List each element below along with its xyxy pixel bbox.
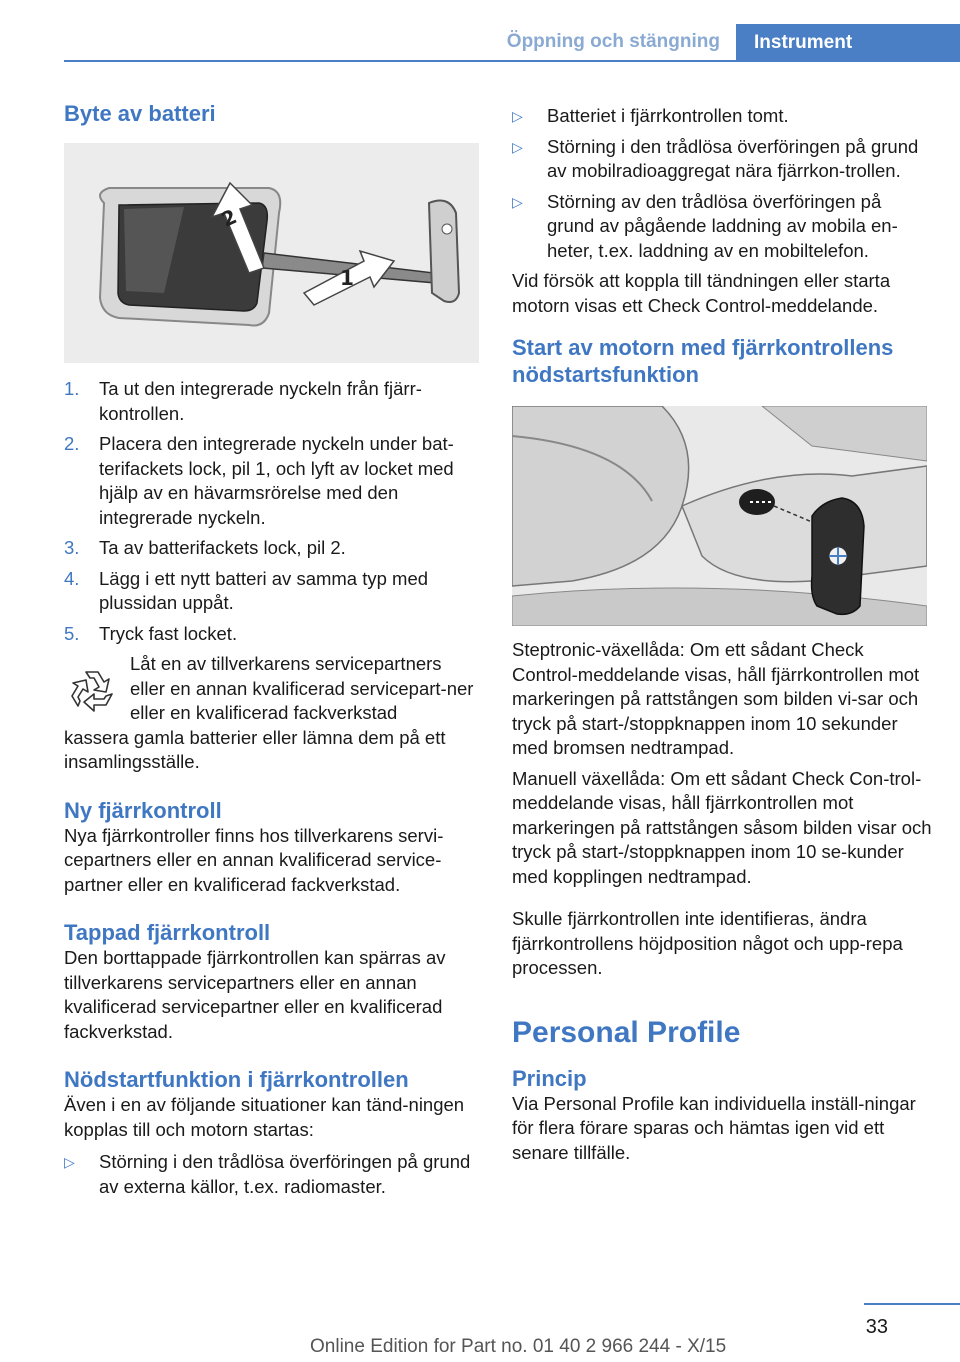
note-rest: kassera gamla batterier eller lämna dem på ett insamlingsställe. <box>64 726 446 772</box>
footer-rule <box>864 1303 960 1305</box>
step-item: 3. Ta av batterifackets lock, pil 2. <box>64 537 346 558</box>
new-remote-text: Nya fjärrkontroller finns hos tillverkarens servi-cepartners eller en annan kvalificerad service-partner eller en kvalificerad fackverkstad. <box>64 824 444 895</box>
check-control-text: Vid försök att koppla till tändningen eller starta motorn visas ett Check Control-meddelande. <box>512 270 891 316</box>
svg-text:2: 2 <box>217 204 241 232</box>
recycle-icon <box>64 662 120 718</box>
triangle-bullet-icon: ▷ <box>512 138 523 155</box>
triangle-bullet-icon: ▷ <box>512 193 523 210</box>
battery-steps <box>64 377 479 646</box>
note-lead: Låt en av tillverkarens servicepartners eller en annan kvalificerad servicepart-ner eller en kvalificerad fackverkstad <box>130 653 474 723</box>
emergency-start-function-title: Start av motorn med fjärrkontrollens nödstartsfunktion <box>512 335 894 387</box>
steptronic-text: Steptronic-växellåda: Om ett sådant Check Control-meddelande visas, håll fjärrkontrollen mot markeringen på rattstången som bilden vi-sar och tryck på start-/stoppknappen inom 10 sekunder med bromsen nedtrampad. <box>512 639 920 758</box>
step-item: 1. Ta ut den integrerade nyckeln från fjärr-kontrollen. <box>64 378 422 424</box>
header-rule <box>64 60 960 62</box>
edition-note: Online Edition for Part no. 01 40 2 966 244 - X/15 <box>310 1336 727 1357</box>
retry-text: Skulle fjärrkontrollen inte identifieras, ändra fjärrkontrollens höjdposition något och upp-repa processen. <box>512 908 903 978</box>
step-item: 5. Tryck fast locket. <box>64 622 238 644</box>
step-item: 2. Placera den integrerade nyckeln under bat-terifackets lock, pil 1, och lyft av locket med hjälp av en hävarmsrörelse med den integrerade nyckeln. <box>64 433 454 528</box>
principle-title: Princip <box>512 1065 587 1091</box>
bullet-item: ▷ Störning i den trådlösa överföringen på grund av mobilradioaggregat nära fjärrkon-trollen. <box>512 135 932 184</box>
triangle-bullet-icon: ▷ <box>512 108 523 124</box>
emergency-start-text: Även i en av följande situationer kan tänd-ningen kopplas till och motorn startas: <box>64 1094 465 1140</box>
left-column <box>64 100 479 1205</box>
bullet-item: ▷ Störning av den trådlösa överföringen på grund av pågående laddning av mobila en-heter, t.ex. laddning av en mobiltelefon. <box>512 190 932 264</box>
right-column <box>512 100 932 1165</box>
section-title: Öppning och stängning <box>506 31 720 52</box>
step-item: 4. Lägg i ett nytt batteri av samma typ med plussidan uppåt. <box>64 567 429 613</box>
svg-text:1: 1 <box>340 266 354 290</box>
new-remote-title: Ny fjärrkontroll <box>64 797 222 823</box>
battery-title: Byte av batteri <box>64 101 216 126</box>
recycle-note <box>64 652 479 775</box>
key-illustration-svg <box>64 143 479 363</box>
bullet-item: ▷ Störning i den trådlösa överföringen på grund av externa källor, t.ex. radiomaster. <box>64 1150 479 1199</box>
left-bullet-list <box>64 1150 479 1199</box>
triangle-bullet-icon: ▷ <box>64 1154 75 1170</box>
manual-gearbox-text: Manuell växellåda: Om ett sådant Check Con-trol-meddelande visas, håll fjärrkontrollen mot markeringen på rattstången såsom bilden visar och tryck på start-/stoppknappen inom 10 se-kunder med kopplingen nedtrampad. <box>512 767 932 887</box>
steering-column-svg <box>512 406 927 626</box>
lost-remote-title: Tappad fjärrkontroll <box>64 920 271 945</box>
bullet-item: ▷ Batteriet i fjärrkontrollen tomt. <box>512 104 932 129</box>
page-number: 33 <box>865 1316 888 1338</box>
page-header <box>0 0 960 64</box>
emergency-start-title: Nödstartfunktion i fjärrkontrollen <box>64 1067 409 1092</box>
personal-profile-title: Personal Profile <box>512 1015 741 1049</box>
principle-text: Via Personal Profile kan individuella inställ-ningar för flera förare sparas och hämtas igen vid ett senare tillfälle. <box>512 1092 916 1163</box>
steering-column-illustration <box>512 406 927 626</box>
lost-remote-text: Den borttappade fjärrkontrollen kan spärras av tillverkarens servicepartners eller en annan kvalificerad servicepartner eller en kvalificerad fackverkstad. <box>64 947 446 1042</box>
right-bullet-list <box>512 104 932 263</box>
key-battery-illustration <box>64 143 479 363</box>
chapter-tab: Instrument <box>736 24 960 62</box>
